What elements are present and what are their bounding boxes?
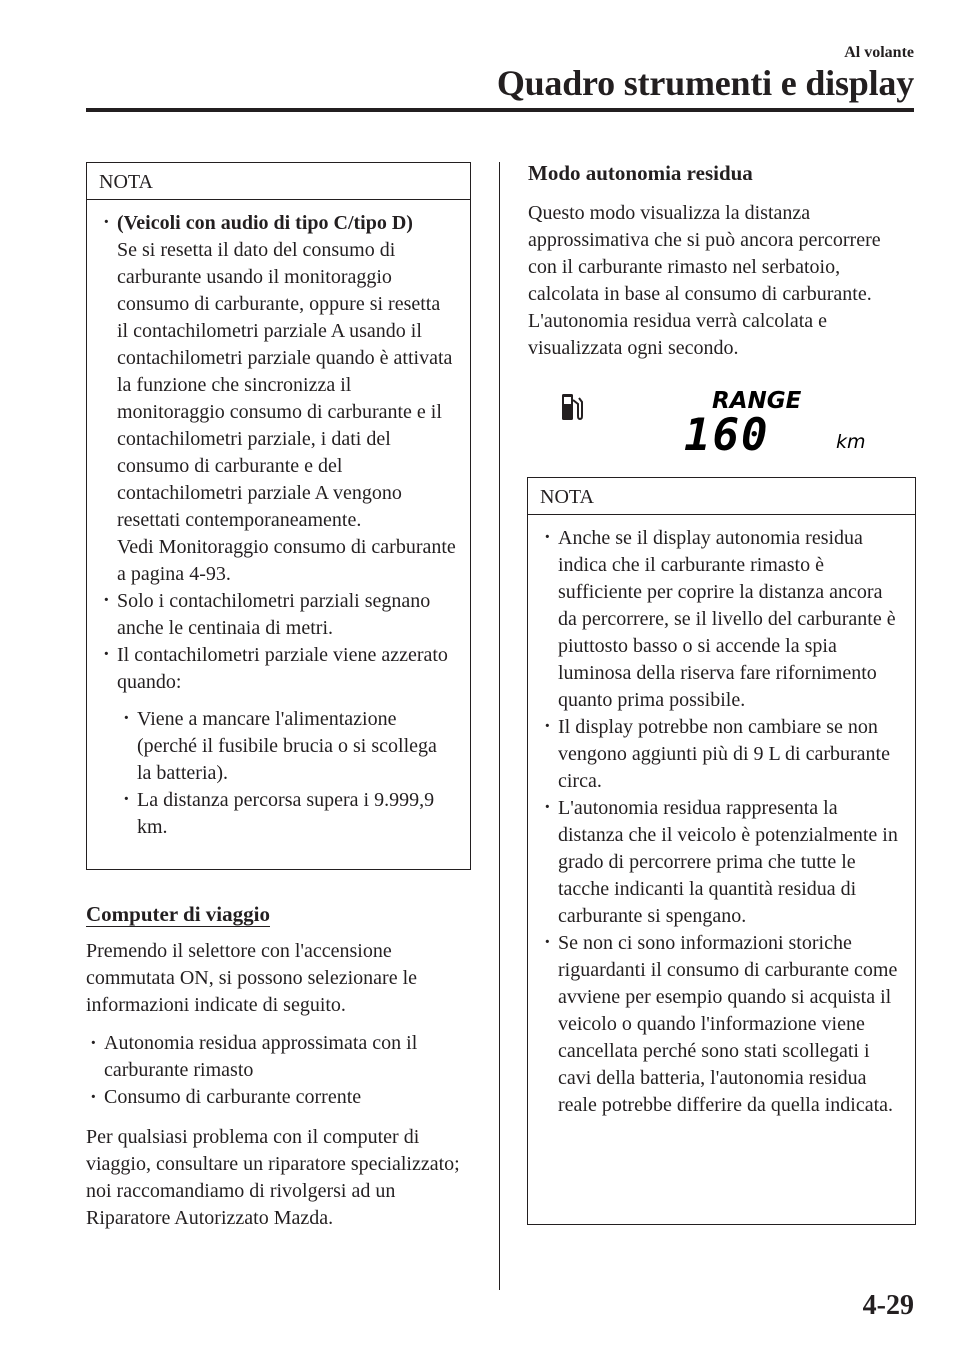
range-mode-description (528, 200, 913, 362)
note-item: · L'autonomia residua rappresenta la distanza che il veicolo è potenzialmente in grado di percorrere prima che tutte le tacche indicanti la quantità residua di carburante si spengano. (528, 795, 901, 930)
note-item (87, 210, 456, 588)
range-mode-heading: Modo autonomia residua (528, 161, 753, 185)
column-divider (499, 162, 500, 1290)
trip-computer-heading: Computer di viaggio (86, 902, 270, 926)
note-box-left (86, 162, 471, 870)
range-value: 160 (684, 410, 770, 458)
range-unit: km (836, 431, 866, 453)
range-mode-para1: Questo modo visualizza la distanza approssimativa che si può ancora percorrere con il carburante rimasto nel serbatoio, calcolata in base al consumo di carburante. (528, 202, 881, 305)
note-item-text: Se si resetta il dato del consumo di carburante usando il monitoraggio consumo di carburante, oppure si resetta il contachilometri parziale A usando il contachilometri parziale quando è attivata la funzione che sincronizza il monitoraggio consumo di carburante e il contachilometri parziale, i dati del consumo di carburante e del contachilometri parziale A vengono resettati contemporaneamente. (117, 239, 453, 531)
list-item: · Consumo di carburante corrente (86, 1084, 476, 1111)
list-item: · Autonomia residua approssimata con il carburante rimasto (86, 1030, 476, 1084)
note-item-reference: Vedi Monitoraggio consumo di carburante a pagina 4-93. (117, 536, 456, 585)
note-subitem: · Viene a mancare l'alimentazione (perché il fusibile brucia o si scollega la batteria). (87, 706, 456, 787)
note-box-right (527, 477, 916, 1225)
range-display-illustration (560, 386, 880, 458)
fuel-pump-icon (562, 394, 582, 420)
note-body (87, 200, 470, 849)
trip-computer-list (86, 1030, 476, 1111)
note-subitem: · La distanza percorsa supera i 9.999,9 km. (87, 787, 456, 841)
note-item: · Anche se il display autonomia residua indica che il carburante rimasto è sufficiente per coprire la distanza ancora da percorrere, se il livello del carburante è piuttosto basso o si accende la spia luminosa della riserva fare rifornimento quanto prima possibile. (528, 525, 901, 714)
header-rule (86, 108, 914, 112)
note-item-prefix: (Veicoli con audio di tipo C/tipo D) (117, 212, 413, 234)
page-title: Quadro strumenti e display (496, 63, 914, 103)
page-number: 4-29 (862, 1290, 914, 1321)
range-mode-para2: L'autonomia residua verrà calcolata e visualizzata ogni secondo. (528, 310, 828, 359)
trip-computer-intro: Premendo il selettore con l'accensione commutata ON, si possono selezionare le informazioni indicate di seguito. (86, 940, 418, 1016)
section-label: Al volante (844, 44, 914, 61)
note-item: · Se non ci sono informazioni storiche riguardanti il consumo di carburante come avviene per esempio quando si acquista il veicolo o quando l'informazione viene cancellata perché sono stati scollegati i cavi della batteria, l'autonomia residua reale potrebbe differire da quella indicata. (528, 930, 901, 1119)
note-item: · Il contachilometri parziale viene azzerato quando: (87, 642, 456, 696)
note-body (528, 515, 915, 1127)
note-item: · Solo i contachilometri parziali segnano anche le centinaia di metri. (87, 588, 456, 642)
range-label: RANGE (712, 388, 802, 414)
note-heading: NOTA (87, 163, 470, 200)
note-heading: NOTA (528, 478, 915, 515)
trip-computer-outro: Per qualsiasi problema con il computer di viaggio, consultare un riparatore specializzato; noi raccomandiamo di rivolgersi ad un Riparatore Autorizzato Mazda. (86, 1126, 460, 1229)
note-item: · Il display potrebbe non cambiare se non vengono aggiunti più di 9 L di carburante circa. (528, 714, 901, 795)
